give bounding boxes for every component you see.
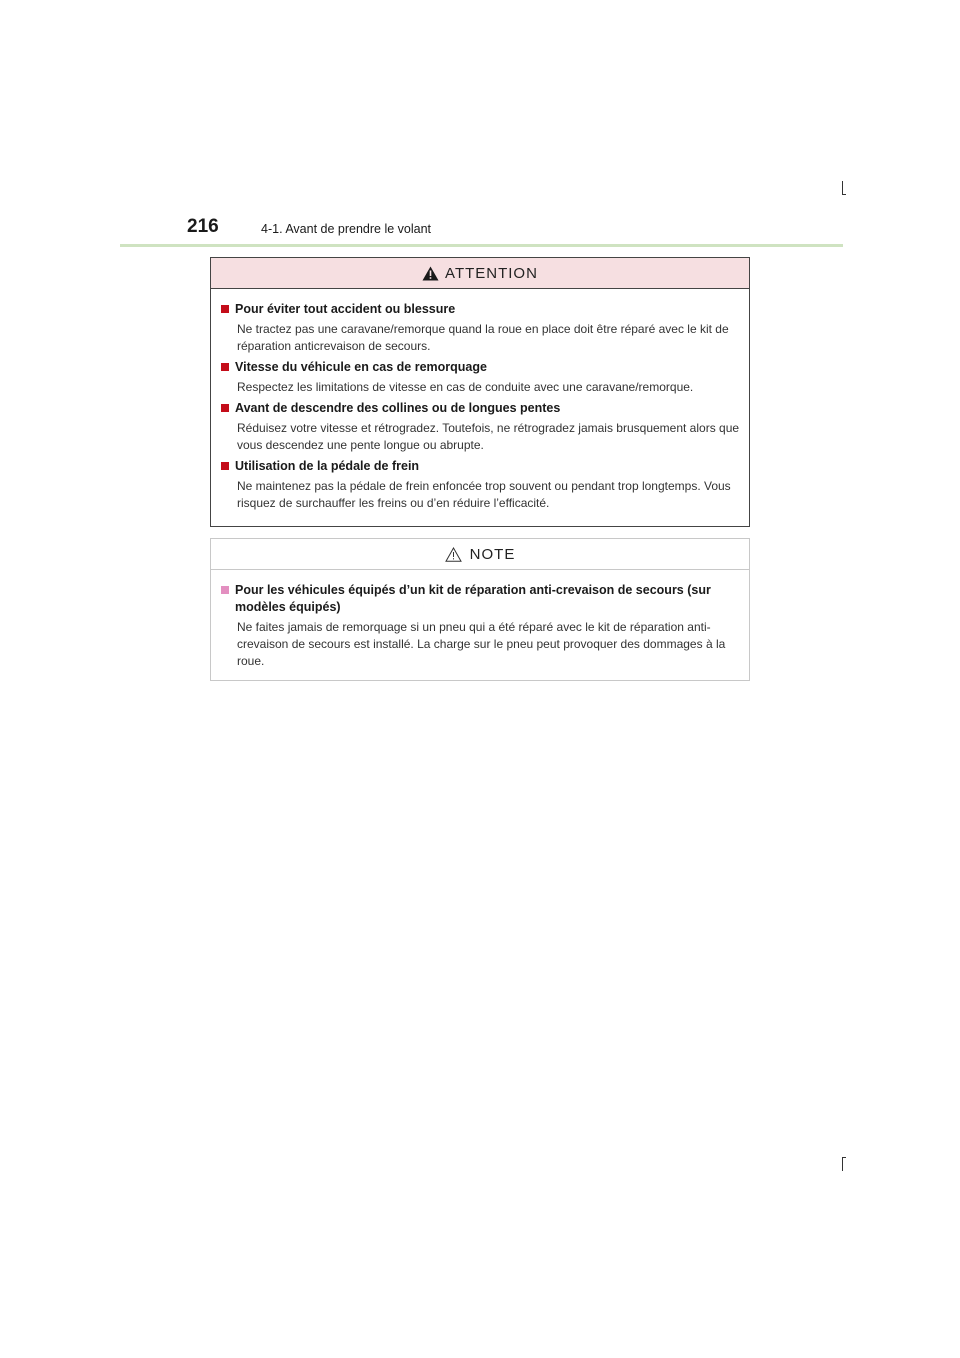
note-box [210,538,750,681]
attention-box [210,257,750,527]
header-divider [120,244,843,247]
square-bullet-icon [221,404,229,412]
section-title: 4-1. Avant de prendre le volant [261,222,432,236]
item-title: Avant de descendre des collines ou de longues pentes [235,401,561,415]
warning-triangle-icon [422,266,439,281]
crop-mark-top [842,181,843,195]
caution-outline-triangle-icon [445,547,462,562]
square-bullet-icon [221,305,229,313]
item-body: Respectez les limitations de vitesse en cas de conduite avec une caravane/remorque. [237,380,694,394]
attention-item [219,301,741,355]
square-bullet-icon [221,586,229,594]
note-header [211,539,749,570]
page-number: 216 [187,216,219,237]
square-bullet-icon [221,462,229,470]
item-title: Utilisation de la pédale de frein [235,459,420,473]
attention-label: ATTENTION [445,264,538,282]
item-body: Ne faites jamais de remorquage si un pneu qui a été réparé avec le kit de réparation anti-crevaison de secours est installé. La charge sur le pneu peut provoquer des dommages à la roue. [237,620,726,668]
note-item [219,582,741,670]
attention-header [211,258,749,289]
item-body: Réduisez votre vitesse et rétrogradez. Toutefois, ne rétrogradez jamais brusquement alors que vous descendez une pente longue ou abrupte. [237,421,740,452]
item-body: Ne maintenez pas la pédale de frein enfoncée trop souvent ou pendant trop longtemps. Vous risquez de surchauffer les freins ou d’en réduire l’efficacité. [237,479,731,510]
item-body: Ne tractez pas une caravane/remorque quand la roue en place doit être réparé avec le kit de réparation anticrevaison de secours. [237,322,729,353]
note-items [211,570,749,670]
square-bullet-icon [221,363,229,371]
note-label: NOTE [469,545,516,563]
item-title: Pour éviter tout accident ou blessure [235,302,456,316]
crop-mark-top-foot [842,194,846,195]
item-title: Pour les véhicules équipés d’un kit de réparation anti-crevaison de secours (sur modèles équipés) [235,583,711,614]
attention-item [219,458,741,512]
crop-mark-bottom-foot [842,1157,846,1158]
attention-item [219,359,741,396]
attention-items [211,289,749,512]
attention-item [219,400,741,454]
item-title: Vitesse du véhicule en cas de remorquage [235,360,487,374]
crop-mark-bottom [842,1157,843,1171]
